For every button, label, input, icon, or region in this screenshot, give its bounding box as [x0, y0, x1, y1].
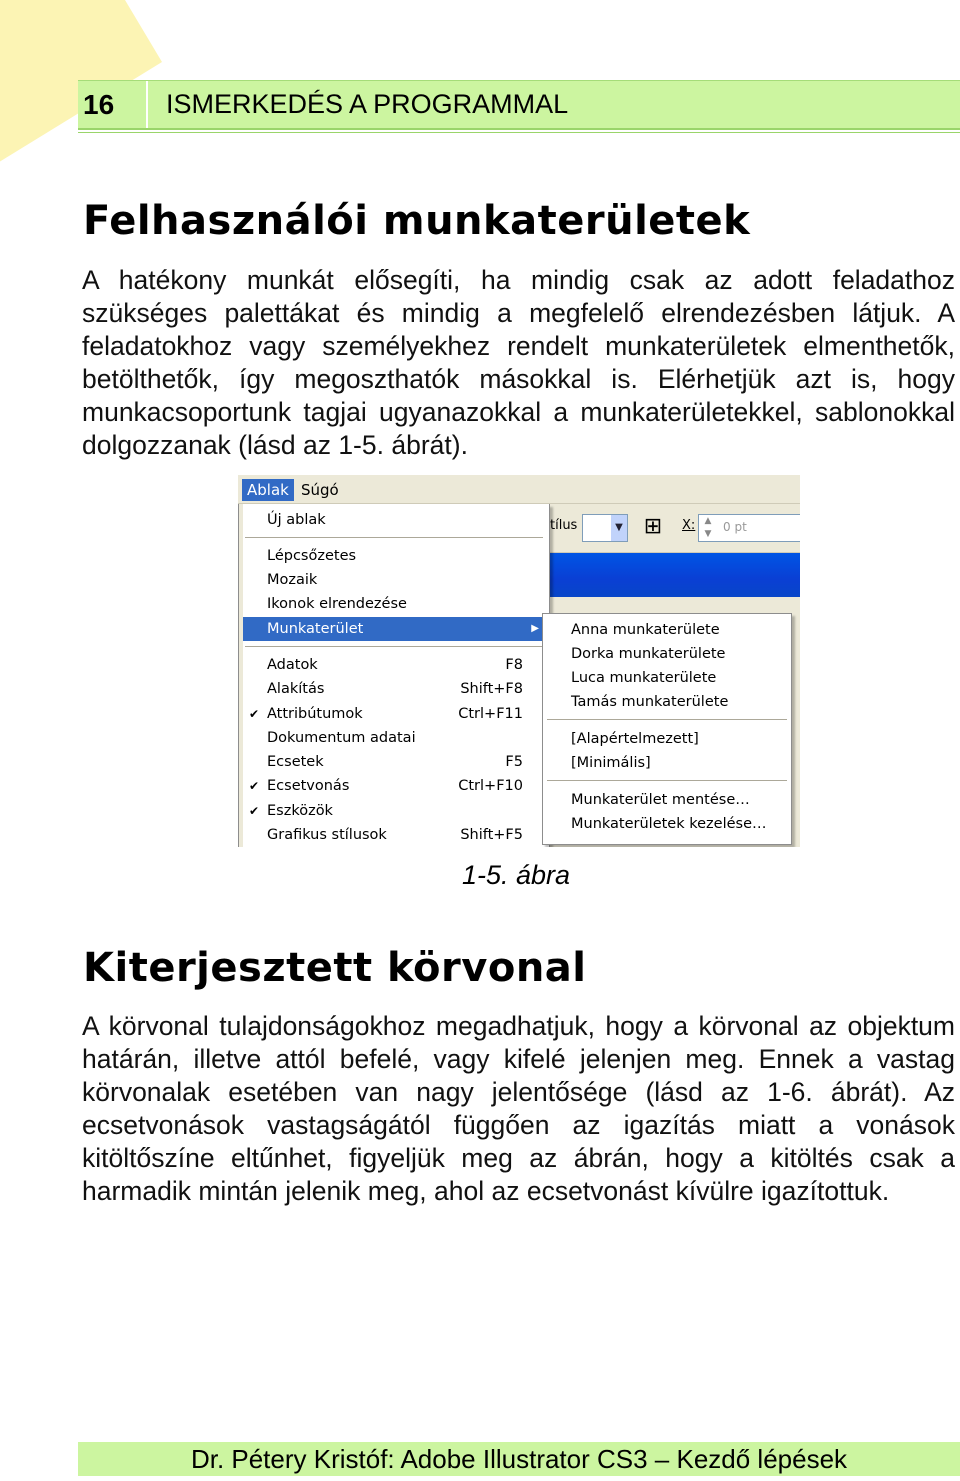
- menu-item-tile[interactable]: Mozaik: [267, 572, 318, 588]
- menu-item-tools[interactable]: ✔ Eszközök: [243, 799, 545, 823]
- submenu-item-luca[interactable]: Luca munkaterülete: [571, 670, 717, 686]
- submenu-arrow-icon: ▶: [531, 623, 539, 634]
- menu-sugo[interactable]: Súgó: [301, 481, 339, 499]
- header-rule-thin: [78, 132, 960, 133]
- toolbar: [548, 504, 800, 553]
- menu-separator: [547, 780, 787, 781]
- workspace-submenu: [542, 613, 792, 845]
- menu-item-graphic-styles[interactable]: Grafikus stílusok Shift+F5: [267, 827, 523, 843]
- submenu-item-save-workspace[interactable]: Munkaterület mentése…: [571, 792, 750, 808]
- menu-item-document-info[interactable]: Dokumentum adatai: [267, 730, 416, 746]
- x-value: 0 pt: [723, 520, 747, 534]
- reference-point-icon[interactable]: ⊞: [643, 514, 663, 539]
- submenu-item-dorka[interactable]: Dorka munkaterülete: [571, 646, 726, 662]
- figure-caption: 1-5. ábra: [462, 860, 571, 890]
- submenu-item-minimal[interactable]: [Minimális]: [571, 755, 651, 771]
- menu-item-brushes[interactable]: Ecsetek F5: [267, 754, 523, 770]
- menu-item-stroke[interactable]: ✔ Ecsetvonás Ctrl+F10: [243, 774, 545, 798]
- menu-item-data[interactable]: Adatok F8: [267, 657, 523, 673]
- section-heading: Kiterjesztett körvonal: [83, 945, 587, 991]
- menu-item-arrange-icons[interactable]: Ikonok elrendezése: [267, 596, 407, 612]
- screenshot-figure: [238, 475, 800, 847]
- checkmark-icon: ✔: [249, 804, 260, 818]
- header-rule: [78, 128, 960, 130]
- x-label: X:: [682, 518, 696, 533]
- menu-ablak[interactable]: Ablak: [242, 479, 294, 501]
- menu-separator: [245, 646, 543, 647]
- chevron-down-icon[interactable]: ▼: [611, 515, 627, 541]
- menu-item-cascade[interactable]: Lépcsőzetes: [267, 548, 357, 564]
- submenu-item-tamas[interactable]: Tamás munkaterülete: [571, 694, 729, 710]
- menu-bar: [238, 475, 800, 504]
- menu-item-new-window[interactable]: Új ablak: [267, 512, 326, 528]
- section-heading: Felhasználói munkaterületek: [83, 198, 751, 244]
- checkmark-icon: ✔: [249, 779, 260, 793]
- menu-item-workspace[interactable]: Munkaterület ▶: [243, 617, 545, 641]
- menu-separator: [245, 537, 543, 538]
- menu-item-transform[interactable]: Alakítás Shift+F8: [267, 681, 523, 697]
- submenu-item-default[interactable]: [Alapértelmezett]: [571, 731, 699, 747]
- menu-item-attributes[interactable]: ✔ Attribútumok Ctrl+F11: [243, 702, 545, 726]
- spinner-icon[interactable]: ▲ ▼: [704, 516, 712, 539]
- menu-separator: [547, 719, 787, 720]
- x-input[interactable]: [698, 514, 800, 542]
- page-number: 16: [78, 81, 148, 129]
- window-menu: [238, 504, 550, 847]
- checkmark-icon: ✔: [249, 707, 260, 721]
- page-footer: Dr. Pétery Kristóf: Adobe Illustrator CS3 – Kezdő lépések: [78, 1442, 960, 1476]
- submenu-item-anna[interactable]: Anna munkaterülete: [571, 622, 720, 638]
- style-dropdown[interactable]: [582, 514, 628, 542]
- body-paragraph: A körvonal tulajdonságokhoz megadhatjuk, hogy a körvonal az objektum határán, illetve attól befelé, vagy kifelé jelenjen meg. Ennek a vastag körvonalak esetében van nagy jelentősége (lásd az 1-6. ábrát). Az ecsetvonások vastagságától függően az igazítás miatt a vonások kitöltőszíne eltűnhet, figyeljük meg az ábrán, hogy a kitöltés csak a harmadik mintán jelenik meg, ahol az ecsetvonást kívülre igazítottuk.: [82, 1011, 955, 1206]
- body-paragraph: A hatékony munkát elősegíti, ha mindig csak az adott feladathoz szükséges palettákat és mindig a megfelelő elrendezésben látjuk. A feladatokhoz vagy személyekhez rendelt munkaterületek elmenthetők, betölthetők, így megoszthatók másokkal is. Elérhetjük azt is, hogy munkacsoportunk tagjai ugyanazokkal a munkaterületekkel, sablonokkal dolgozzanak (lásd az 1-5. ábrát).: [82, 265, 955, 460]
- style-label: tílus: [550, 518, 578, 533]
- submenu-item-manage-workspaces[interactable]: Munkaterületek kezelése…: [571, 816, 767, 832]
- page-header: [78, 80, 960, 129]
- chapter-title: ISMERKEDÉS A PROGRAMMAL: [166, 89, 569, 119]
